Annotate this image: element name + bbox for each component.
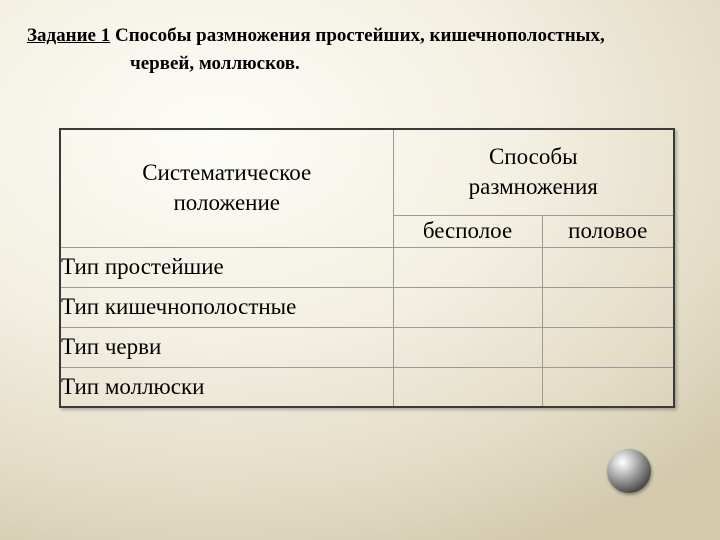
- table-row: [60, 327, 674, 367]
- table-row: [60, 287, 674, 327]
- slide-title: [27, 22, 707, 78]
- cell-sexual: [542, 247, 674, 287]
- title-text-1: Способы размножения простейших, кишечнополостных,: [110, 25, 605, 46]
- header-line: размножения: [468, 174, 598, 200]
- header-reproduction-methods: [393, 129, 674, 215]
- row-label: Тип черви: [60, 327, 393, 367]
- row-label: Тип простейшие: [60, 247, 393, 287]
- header-sexual: половое: [542, 215, 674, 247]
- cell-asexual: [393, 327, 542, 367]
- sphere-nav-icon[interactable]: [607, 449, 651, 493]
- cell-sexual: [542, 367, 674, 407]
- header-systematic-position: [60, 129, 393, 247]
- cell-sexual: [542, 287, 674, 327]
- title-line-1: [27, 22, 707, 50]
- cell-asexual: [393, 247, 542, 287]
- header-line: Способы: [488, 144, 578, 170]
- reproduction-table: [59, 128, 675, 408]
- header-asexual: бесполое: [393, 215, 542, 247]
- row-label: Тип моллюски: [60, 367, 393, 407]
- row-label: Тип кишечнополостные: [60, 287, 393, 327]
- title-line-2: червей, моллюсков.: [130, 53, 300, 74]
- cell-asexual: [393, 287, 542, 327]
- table-row: [60, 367, 674, 407]
- cell-sexual: [542, 327, 674, 367]
- header-line: положение: [173, 190, 281, 216]
- task-number: Задание 1: [27, 25, 111, 46]
- table-row: [60, 247, 674, 287]
- header-line: Систематическое: [142, 160, 312, 186]
- cell-asexual: [393, 367, 542, 407]
